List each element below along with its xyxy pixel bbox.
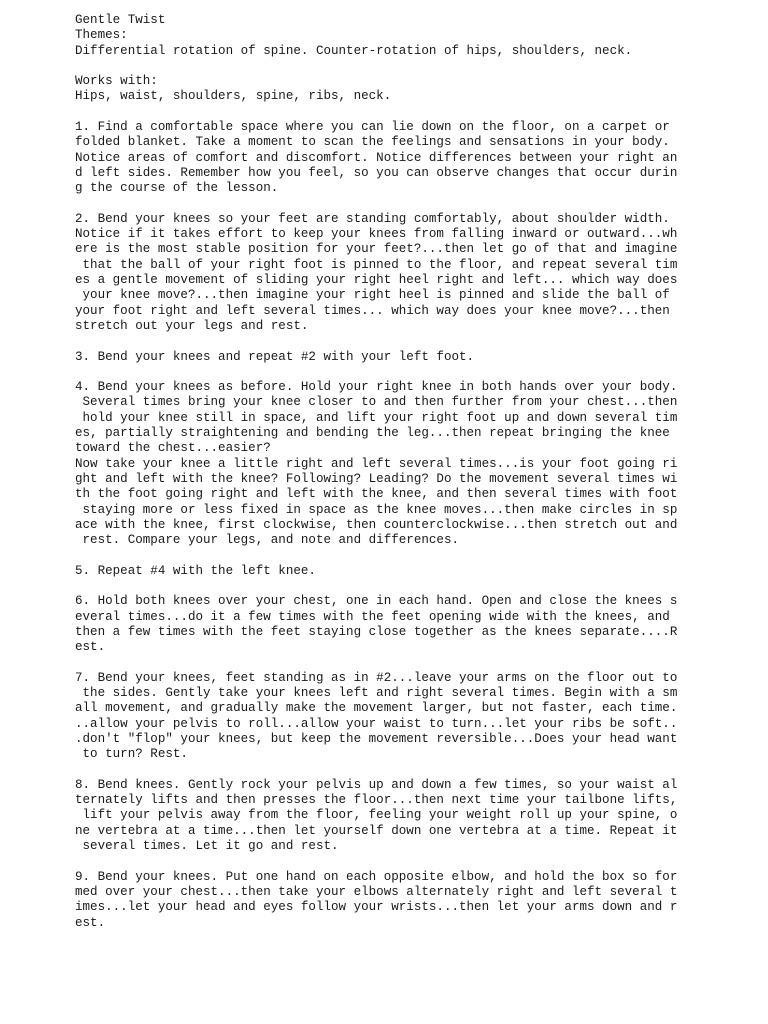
paragraph	[75, 350, 765, 365]
text-line: ace with the knee, first clockwise, then counterclockwise...then stretch out and	[75, 517, 678, 532]
text-line: 3. Bend your knees and repeat #2 with your left foot.	[75, 349, 475, 364]
text-line: toward the chest...easier?	[75, 441, 271, 456]
text-line: the sides. Gently take your knees left and right several times. Begin with a sm	[75, 686, 678, 701]
paragraph	[75, 120, 765, 196]
paragraph	[75, 778, 765, 854]
text-line: Gentle Twist	[75, 13, 166, 27]
text-line: est.	[75, 915, 106, 930]
text-line: folded blanket. Take a moment to scan the feelings and sensations in your body.	[75, 135, 670, 150]
paragraph	[75, 671, 765, 763]
text-line: ere is the most stable position for your feet?...then let go of that and imagine	[75, 242, 678, 257]
paragraph	[75, 13, 765, 59]
text-line: 4. Bend your knees as before. Hold your right knee in both hands over your body.	[75, 380, 678, 395]
document-text	[75, 13, 765, 946]
text-line: Differential rotation of spine. Counter-rotation of hips, shoulders, neck.	[75, 43, 633, 58]
text-line: ght and left with the knee? Following? Leading? Do the movement several times wi	[75, 471, 678, 486]
text-line: .don't "flop" your knees, but keep the movement reversible...Does your head want	[75, 731, 678, 746]
text-line: hold your knee still in space, and lift your right foot up and down several tim	[75, 410, 678, 425]
text-line: Works with:	[75, 74, 158, 89]
text-line: g the course of the lesson.	[75, 181, 279, 196]
text-line: es, partially straightening and bending the leg...then repeat bringing the knee	[75, 426, 670, 441]
text-line: es a gentle movement of sliding your right heel right and left... which way does	[75, 273, 678, 288]
text-line: 7. Bend your knees, feet standing as in #2...leave your arms on the floor out to	[75, 670, 678, 685]
text-line: ne vertebra at a time...then let yourself down one vertebra at a time. Repeat it	[75, 823, 678, 838]
text-line: Several times bring your knee closer to and then further from your chest...then	[75, 395, 678, 410]
text-line: Now take your knee a little right and left several times...is your foot going ri	[75, 456, 678, 471]
paragraph	[75, 212, 765, 334]
text-line: imes...let your head and eyes follow your wrists...then let your arms down and r	[75, 900, 678, 915]
text-line: that the ball of your right foot is pinned to the floor, and repeat several tim	[75, 257, 678, 272]
text-line: lift your pelvis away from the floor, feeling your weight roll up your spine, o	[75, 808, 678, 823]
text-line: est.	[75, 640, 106, 655]
text-line: 9. Bend your knees. Put one hand on each opposite elbow, and hold the box so for	[75, 869, 678, 884]
paragraph	[75, 380, 765, 548]
text-line: th the foot going right and left with the knee, and then several times with foot	[75, 487, 678, 502]
text-line: then a few times with the feet staying close together as the knees separate....R	[75, 624, 678, 639]
text-line: Themes:	[75, 28, 128, 43]
text-line: stretch out your legs and rest.	[75, 318, 309, 333]
text-line: staying more or less fixed in space as the knee moves...then make circles in sp	[75, 502, 678, 517]
text-line: Notice areas of comfort and discomfort. Notice differences between your right an	[75, 150, 678, 165]
text-line: all movement, and gradually make the movement larger, but not faster, each time.	[75, 701, 678, 716]
text-line: several times. Let it go and rest.	[75, 839, 339, 854]
text-line: 8. Bend knees. Gently rock your pelvis up and down a few times, so your waist al	[75, 777, 678, 792]
text-line: Hips, waist, shoulders, spine, ribs, neck.	[75, 89, 392, 104]
text-line: 6. Hold both knees over your chest, one in each hand. Open and close the knees s	[75, 594, 678, 609]
text-line: to turn? Rest.	[75, 747, 188, 762]
paragraph	[75, 564, 765, 579]
text-line: med over your chest...then take your elbows alternately right and left several t	[75, 884, 678, 899]
text-line: Notice if it takes effort to keep your knees from falling inward or outward...wh	[75, 227, 678, 242]
text-line: 1. Find a comfortable space where you can lie down on the floor, on a carpet or	[75, 120, 670, 135]
paragraph	[75, 74, 765, 105]
text-line: ternately lifts and then presses the floor...then next time your tailbone lifts,	[75, 793, 678, 808]
paragraph	[75, 870, 765, 931]
text-line: ..allow your pelvis to roll...allow your waist to turn...let your ribs be soft..	[75, 716, 678, 731]
text-line: your foot right and left several times... which way does your knee move?...then	[75, 303, 670, 318]
text-line: 5. Repeat #4 with the left knee.	[75, 563, 316, 578]
text-line: rest. Compare your legs, and note and differences.	[75, 533, 459, 548]
paragraph	[75, 594, 765, 655]
text-line: your knee move?...then imagine your right heel is pinned and slide the ball of	[75, 288, 670, 303]
text-line: 2. Bend your knees so your feet are standing comfortably, about shoulder width.	[75, 211, 670, 226]
text-line: d left sides. Remember how you feel, so you can observe changes that occur durin	[75, 165, 678, 180]
text-line: everal times...do it a few times with the feet opening wide with the knees, and	[75, 609, 670, 624]
